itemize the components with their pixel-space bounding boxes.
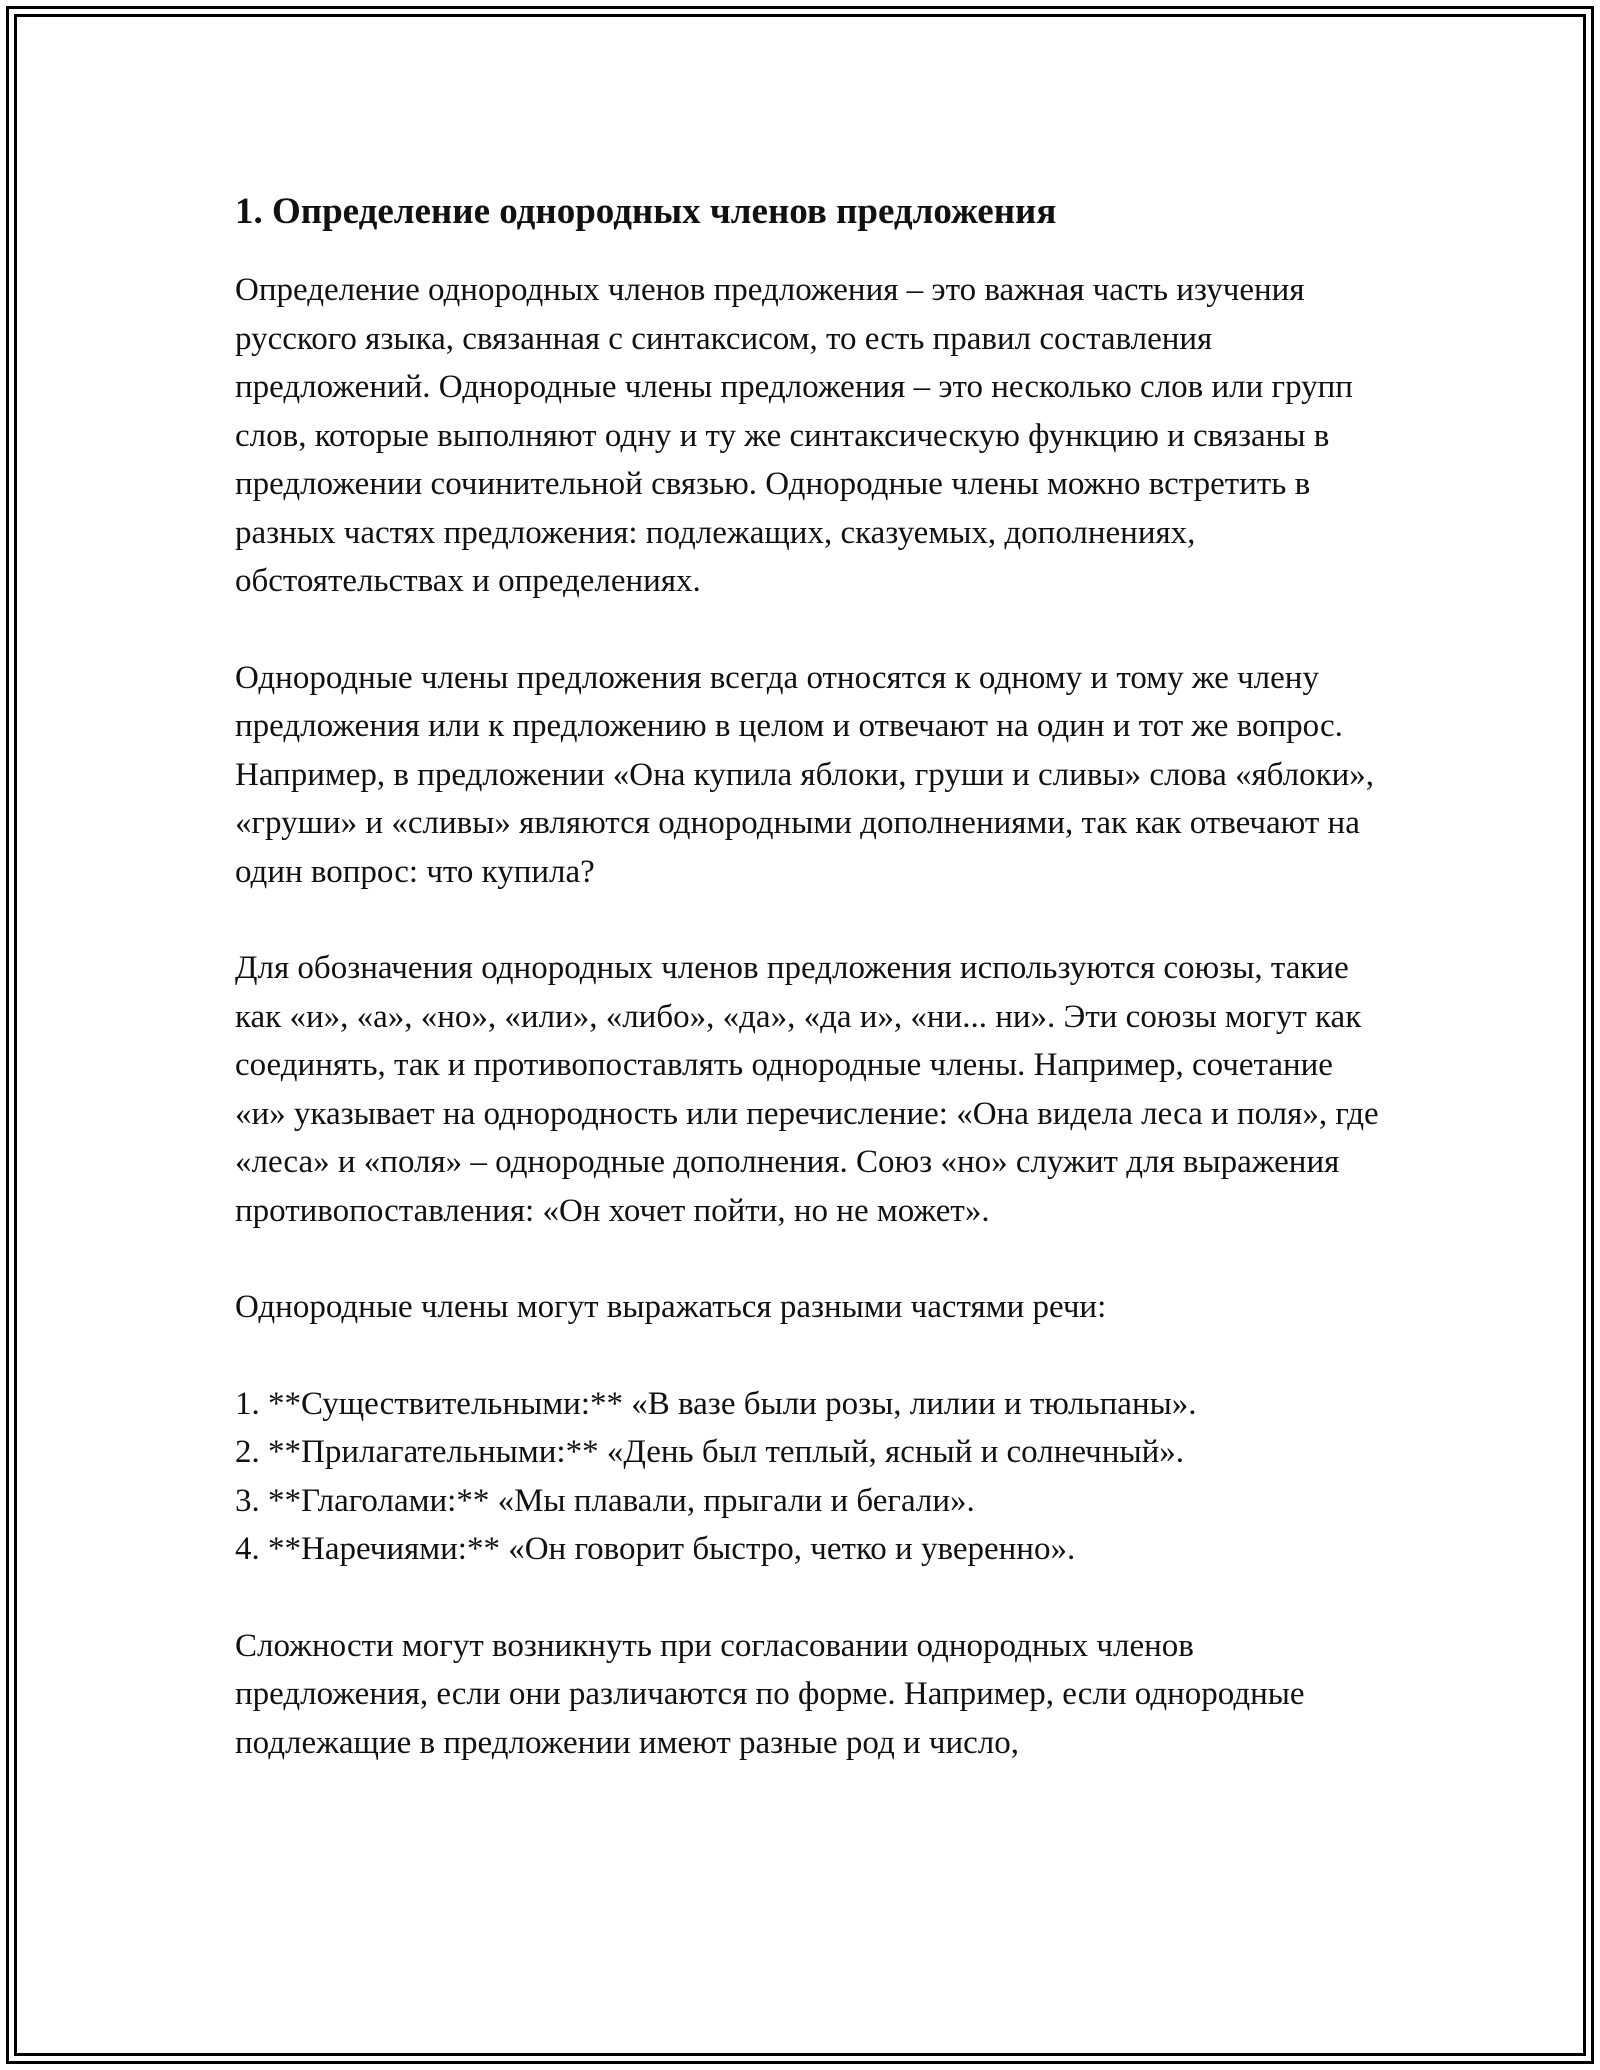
document-body bbox=[235, 188, 1385, 1815]
list-item: 3. **Глаголами:** «Мы плавали, прыгали и бегали». bbox=[235, 1482, 975, 1519]
list-item: 2. **Прилагательными:** «День был теплый, ясный и солнечный». bbox=[235, 1434, 1185, 1470]
list-item: 4. **Наречиями:** «Он говорит быстро, четко и уверенно». bbox=[235, 1531, 1076, 1567]
paragraph-agreement: Сложности могут возникнуть при согласовании однородных членов предложения, если они различаются по форме. Например, если однородные подлежащие в предложении имеют разные род и число, bbox=[235, 1627, 1305, 1761]
list-item: 1. **Существительными:** «В вазе были розы, лилии и тюльпаны». bbox=[235, 1385, 1197, 1422]
paragraph-conjunctions: Для обозначения однородных членов предложения используются союзы, такие как «и», «а», «но», «или», «либо», «да», «да и», «ни... ни». Эти союзы могут как соединять, так и противопоставлять однородные члены. Например, сочетание «и» указывает на однородность или перечисление: «Она видела леса и поля», где «леса» и «поля» – однородные дополнения. Союз «но» служит для выражения противопоставления: «Он хочет пойти, но не может». bbox=[235, 950, 1379, 1229]
paragraph-definition: Определение однородных членов предложения – это важная часть изучения русского языка, связанная с синтаксисом, то есть правил составления предложений. Однородные члены предложения – это несколько слов или групп слов, которые выполняют одну и ту же синтаксическую функцию и связаны в предложении сочинительной связью. Однородные члены можно встретить в разных частях предложения: подлежащих, сказуемых, дополнениях, обстоятельствах и определениях. bbox=[235, 272, 1353, 599]
parts-of-speech-list bbox=[235, 1380, 1385, 1574]
section-heading: 1. Определение однородных членов предложения bbox=[235, 191, 1057, 232]
paragraph-example: Однородные члены предложения всегда относятся к одному и тому же члену предложения или к предложению в целом и отвечают на один и тот же вопрос. Например, в предложении «Она купила яблоки, груши и сливы» слова «яблоки», «груши» и «сливы» являются однородными дополнениями, так как отвечают на один вопрос: что купила? bbox=[235, 659, 1375, 890]
paragraph-parts-of-speech: Однородные члены могут выражаться разными частями речи: bbox=[235, 1289, 1107, 1325]
